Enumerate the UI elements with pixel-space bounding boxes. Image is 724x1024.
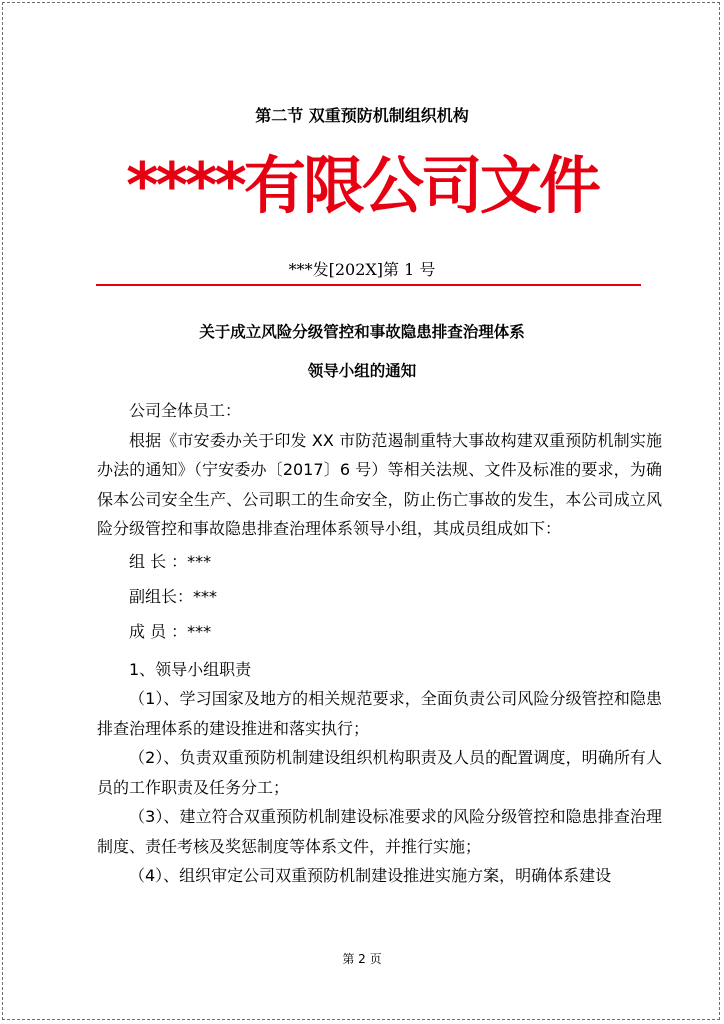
red-divider-line <box>96 284 641 286</box>
duty-item-4: （4）、组织审定公司双重预防机制建设推进实施方案，明确体系建设 <box>129 866 612 885</box>
member-leader: 组 长 ：*** <box>129 551 212 571</box>
salutation: 公司全体员工： <box>129 401 242 420</box>
duties-heading: 1、领导小组职责 <box>129 659 252 679</box>
notice-title-line2: 领导小组的通知 <box>307 362 417 380</box>
page-number: 第 2 页 <box>342 952 382 966</box>
member-deputy-leader: 副组长：*** <box>129 586 218 606</box>
duty-item-1: （1）、学习国家及地方的相关规范要求，全面负责公司风险分级管控和隐患排查治理体系的建设推进和落实执行； <box>97 689 662 738</box>
section-title: 第二节 双重预防机制组织机构 <box>255 106 469 125</box>
member-members: 成 员 ：*** <box>129 621 212 641</box>
document-headline: ****有限公司文件 <box>126 149 598 222</box>
notice-title-line1: 关于成立风险分级管控和事故隐患排查治理体系 <box>199 323 525 341</box>
document-body <box>97 396 662 891</box>
duty-item-2: （2）、负责双重预防机制建设组织机构职责及人员的配置调度，明确所有人员的工作职责及任务分工； <box>97 748 662 797</box>
document-number: ***发[202X]第 1 号 <box>288 260 436 279</box>
duty-item-3: （3）、建立符合双重预防机制建设标准要求的风险分级管控和隐患排查治理制度、责任考核及奖惩制度等体系文件，并推行实施； <box>97 807 662 856</box>
intro-paragraph: 根据《市安委办关于印发 XX 市防范遏制重特大事故构建双重预防机制实施办法的通知》（宁安委办〔2017〕6 号）等相关法规、文件及标准的要求，为确保本公司安全生产、公司职工的生命安全，防止伤亡事故的发生，本公司成立风险分级管控和事故隐患排查治理体系领导小组，其成员组成如下： <box>97 430 662 538</box>
